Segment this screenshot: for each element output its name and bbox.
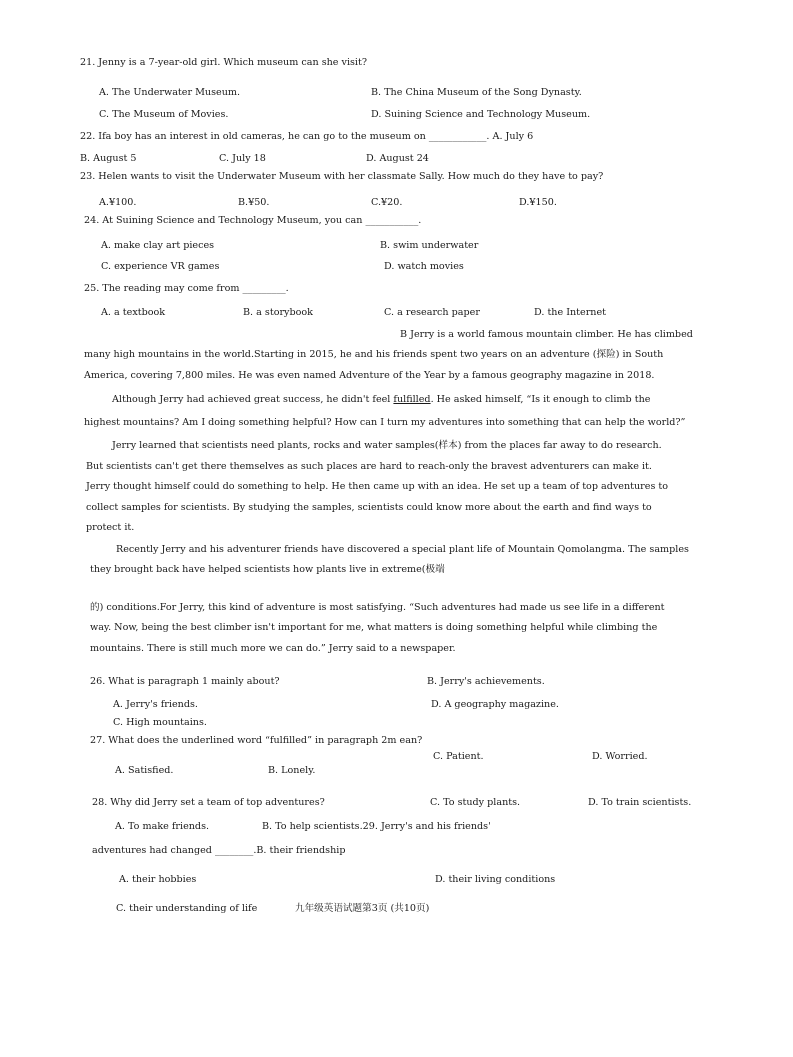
q23-option-b: B.¥50. <box>238 197 270 208</box>
q23-option-a: A.¥100. <box>99 197 137 208</box>
passage-p1-line2: many high mountains in the world.Starting in 2015, he and his friends spent two years on an adventure (探险) in South <box>84 349 664 360</box>
q27-option-a: A. Satisfied. <box>115 765 174 776</box>
q27-option-c: C. Patient. <box>433 751 484 762</box>
q26-option-d: D. A geography magazine. <box>431 699 559 710</box>
passage-p2-line2: highest mountains? Am I doing something helpful? How can I turn my adventures into something that can help the world?” <box>84 417 686 428</box>
q24-option-b: B. swim underwater <box>380 240 479 251</box>
passage-p4-line5: mountains. There is still much more we can do.” Jerry said to a newspaper. <box>90 643 456 654</box>
q22-stem: 22. Ifa boy has an interest in old cameras, he can go to the museum on ____________. A. July 6 <box>80 131 534 142</box>
passage-p1-line1: B Jerry is a world famous mountain climber. He has climbed <box>400 329 693 340</box>
q24-stem: 24. At Suining Science and Technology Museum, you can ___________. <box>84 215 422 226</box>
q26-option-b: B. Jerry's achievements. <box>427 676 545 687</box>
page-footer: 九年级英语试题第3页 (共10页) <box>295 903 430 914</box>
passage-p3-line4: collect samples for scientists. By studying the samples, scientists could know more about the earth and find ways to <box>86 502 652 513</box>
passage-p2-line1-end: . He asked himself, “Is it enough to climb the <box>430 394 651 405</box>
q23-stem: 23. Helen wants to visit the Underwater Museum with her classmate Sally. How much do they have to pay? <box>80 171 604 182</box>
q22-option-c: C. July 18 <box>219 153 266 164</box>
q28-stem: 28. Why did Jerry set a team of top adventures? <box>92 797 325 808</box>
q26-stem: 26. What is paragraph 1 mainly about? <box>90 676 280 687</box>
q26-option-a: A. Jerry's friends. <box>113 699 198 710</box>
q25-stem: 25. The reading may come from _________. <box>84 283 289 294</box>
q27-option-b: B. Lonely. <box>268 765 316 776</box>
q29-option-c: C. their understanding of life <box>116 903 258 914</box>
passage-p3-line5: protect it. <box>86 522 135 533</box>
q25-option-d: D. the Internet <box>534 307 607 318</box>
q27-option-d: D. Worried. <box>592 751 648 762</box>
q29-option-a: A. their hobbies <box>119 874 197 885</box>
q24-option-d: D. watch movies <box>384 261 464 272</box>
q24-option-c: C. experience VR games <box>101 261 220 272</box>
q21-option-a: A. The Underwater Museum. <box>99 87 241 98</box>
q29-option-d: D. their living conditions <box>435 874 556 885</box>
q21-option-d: D. Suining Science and Technology Museum. <box>371 109 591 120</box>
passage-p2-line1-start: Although Jerry had achieved great success, he didn't feel <box>112 394 394 405</box>
passage-p1-line3: America, covering 7,800 miles. He was even named Adventure of the Year by a famous geography magazine in 2018. <box>84 370 655 381</box>
passage-p3-line3: Jerry thought himself could do something to help. He then came up with an idea. He set up a team of top adventures to <box>86 481 669 492</box>
q26-option-c: C. High mountains. <box>113 717 207 728</box>
q21-option-b: B. The China Museum of the Song Dynasty. <box>371 87 582 98</box>
q28-option-a: A. To make friends. <box>115 821 210 832</box>
passage-p3-line2: But scientists can't get there themselves as such places are hard to reach-only the bravest adventurers can make it. <box>86 461 652 472</box>
passage-p3-line1: Jerry learned that scientists need plants, rocks and water samples(样本) from the places far away to do research. <box>112 440 662 451</box>
q25-option-b: B. a storybook <box>243 307 313 318</box>
q22-option-d: D. August 24 <box>366 153 429 164</box>
q21-stem: 21. Jenny is a 7-year-old girl. Which museum can she visit? <box>80 57 367 68</box>
q23-option-c: C.¥20. <box>371 197 403 208</box>
passage-p2-line1 <box>112 394 650 406</box>
q27-stem: 27. What does the underlined word “fulfilled” in paragraph 2m ean? <box>90 735 423 746</box>
q21-option-c: C. The Museum of Movies. <box>99 109 229 120</box>
q23-option-d: D.¥150. <box>519 197 557 208</box>
underlined-word-fulfilled: fulfilled <box>393 394 431 405</box>
q25-option-c: C. a research paper <box>384 307 480 318</box>
passage-p4-line4: way. Now, being the best climber isn't important for me, what matters is doing something helpful while climbing the <box>90 622 658 633</box>
q25-option-a: A. a textbook <box>101 307 166 318</box>
passage-p4-line1: Recently Jerry and his adventurer friends have discovered a special plant life of Mountain Qomolangma. The samples <box>116 544 689 555</box>
q29-stem-continued: adventures had changed ________.B. their friendship <box>92 845 346 856</box>
q28-option-d: D. To train scientists. <box>588 797 692 808</box>
q22-option-b: B. August 5 <box>80 153 137 164</box>
passage-p4-line3: 的) conditions.For Jerry, this kind of adventure is most satisfying. “Such adventures had made us see life in a different <box>90 602 665 613</box>
q28-option-c: C. To study plants. <box>430 797 521 808</box>
q28-option-b-q29-stem: B. To help scientists.29. Jerry's and his friends' <box>262 821 491 832</box>
passage-p4-line2: they brought back have helped scientists how plants live in extreme(极端 <box>90 564 445 575</box>
q24-option-a: A. make clay art pieces <box>101 240 215 251</box>
